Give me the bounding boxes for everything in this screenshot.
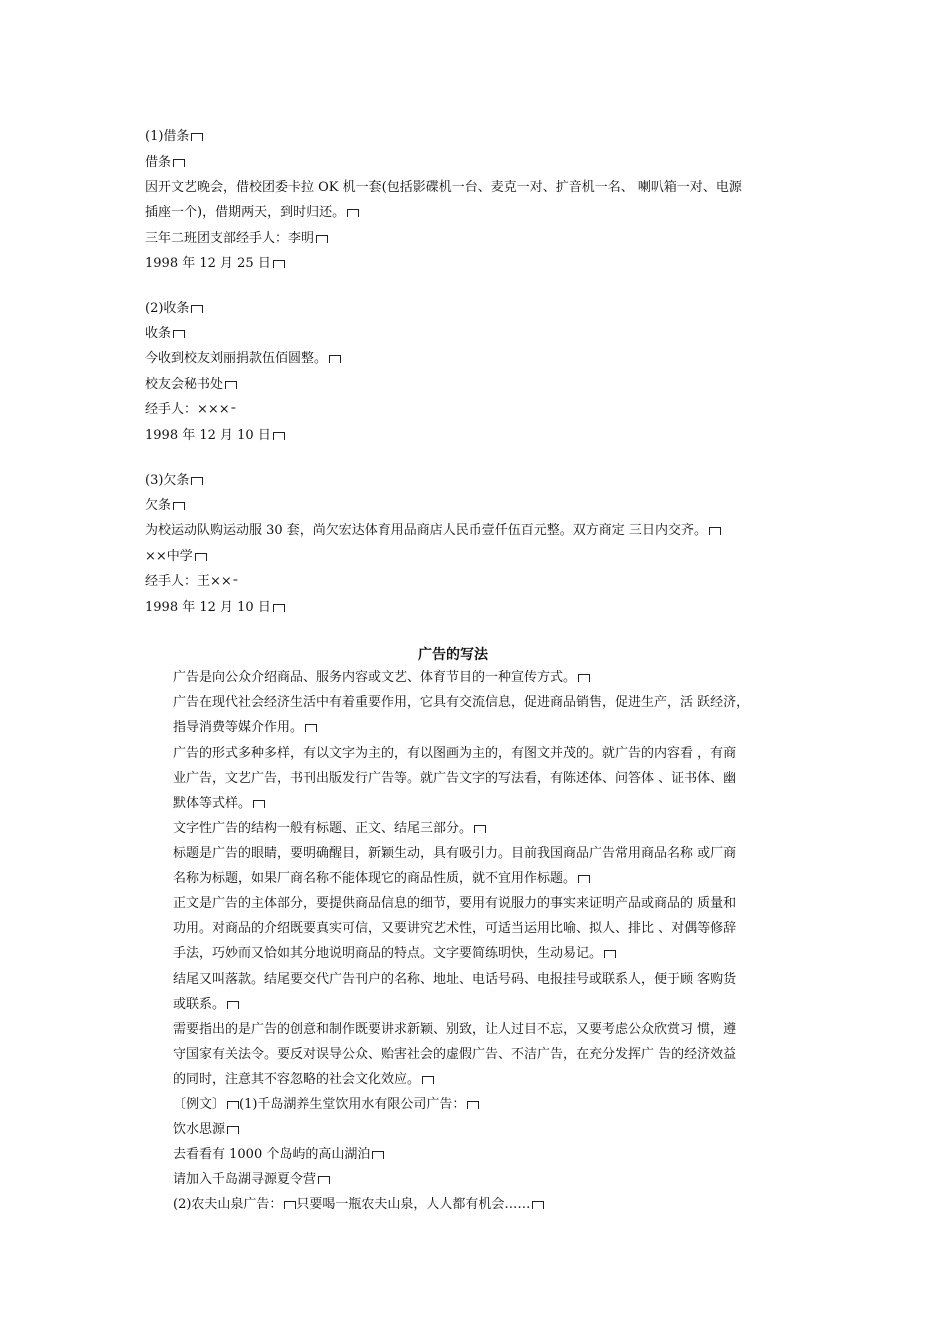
- qiantiao-title: 欠条: [145, 497, 185, 515]
- ad-paragraph-line: 广告在现代社会经济生活中有着重要作用，它具有交流信息，促进商品销售，促进生产，活 跃经济，: [173, 695, 750, 710]
- shoutiao-organization: 校友会秘书处: [145, 376, 237, 394]
- ad-paragraph-line: 标题是广告的眼睛，要明确醒目，新颖生动，具有吸引力。目前我国商品广告常用商品名称 或厂商: [173, 846, 737, 861]
- qiantiao-body: 为校运动队购运动服 30 套，尚欠宏达体育用品商店人民币壹仟伍百元整。双方商定 三日内交齐。: [145, 522, 721, 540]
- ad-paragraph-line: 文字性广告的结构一般有标题、正文、结尾三部分。: [173, 820, 486, 838]
- shoutiao-date: 1998 年 12 月 10 日: [145, 427, 285, 445]
- ad-paragraph-line: 或联系。: [173, 996, 239, 1014]
- ad-paragraph-line: 默体等式样。: [173, 795, 265, 813]
- ad-paragraph-line: 的同时，注意其不容忽略的社会文化效应。: [173, 1071, 434, 1089]
- example1-line: 饮水思源: [173, 1121, 239, 1139]
- qiantiao-organization: ××中学: [145, 548, 207, 566]
- jietiao-heading: (1)借条: [145, 128, 203, 146]
- example1-line: 去看看有 1000 个岛屿的高山湖泊: [173, 1146, 384, 1164]
- ad-paragraph-line: 需要指出的是广告的创意和制作既要讲求新颖、别致，让人过目不忘，又要考虑公众欣赏习 惯，遵: [173, 1022, 737, 1037]
- example2-line: (2)农夫山泉广告： 只要喝一瓶农夫山泉，人人都有机会……: [173, 1196, 544, 1214]
- ad-paragraph-line: 手法，巧妙而又恰如其分地说明商品的特点。文字要简练明快，生动易记。: [173, 945, 616, 963]
- shoutiao-signature: 经手人：×××⁼: [145, 402, 236, 417]
- jietiao-date: 1998 年 12 月 25 日: [145, 255, 285, 273]
- ad-paragraph-line: 结尾又叫落款。结尾要交代广告刊户的名称、地址、电话号码、电报挂号或联系人，便于顾 客购货: [173, 972, 737, 987]
- example1-line: 请加入千岛湖寻源夏令营: [173, 1171, 330, 1189]
- shoutiao-heading: (2)收条: [145, 300, 203, 318]
- shoutiao-body: 今收到校友刘丽捐款伍佰圆整。: [145, 350, 341, 368]
- ad-paragraph-line: 功用。对商品的介绍既要真实可信，又要讲究艺术性，可适当运用比喻、拟人、排比 、对偶等修辞: [173, 921, 737, 936]
- shoutiao-title: 收条: [145, 325, 185, 343]
- ad-paragraph-line: 名称为标题，如果厂商名称不能体现它的商品性质，就不宜用作标题。: [173, 870, 590, 888]
- qiantiao-heading: (3)欠条: [145, 472, 203, 490]
- qiantiao-signature: 经手人：王××⁼: [145, 574, 239, 589]
- ad-paragraph-line: 业广告，文艺广告，书刊出版发行广告等。就广告文字的写法看，有陈述体、问答体 、证书体、幽: [173, 771, 737, 786]
- ad-paragraph-line: 守国家有关法令。要反对误导公众、贻害社会的虚假广告、不洁广告，在充分发挥广 告的经济效益: [173, 1047, 737, 1062]
- ad-paragraph-line: 正文是广告的主体部分，要提供商品信息的细节，要用有说服力的事实来证明产品或商品的 质量和: [173, 896, 737, 911]
- example-heading: 〔例文〕 (1)千岛湖养生堂饮用水有限公司广告：: [173, 1096, 479, 1114]
- ad-paragraph-line: 广告的形式多种多样，有以文字为主的，有以图画为主的，有图文并茂的。就广告的内容看 ，有商: [173, 746, 737, 761]
- jietiao-body-line1: 因开文艺晚会，借校团委卡拉 OK 机一套(包括影碟机一台、麦克一对、扩音机一名、 喇叭箱一对、电源: [145, 180, 742, 195]
- ad-paragraph-line: 广告是向公众介绍商品、服务内容或文艺、体育节目的一种宣传方式。: [173, 669, 590, 687]
- jietiao-body-line2: 插座一个)，借期两天，到时归还。: [145, 204, 359, 222]
- jietiao-title: 借条: [145, 154, 185, 172]
- ad-paragraph-line: 指导消费等媒介作用。: [173, 719, 317, 737]
- qiantiao-date: 1998 年 12 月 10 日: [145, 599, 285, 617]
- jietiao-signature: 三年二班团支部经手人：李明: [145, 230, 328, 248]
- ad-section-title: 广告的写法: [418, 647, 488, 663]
